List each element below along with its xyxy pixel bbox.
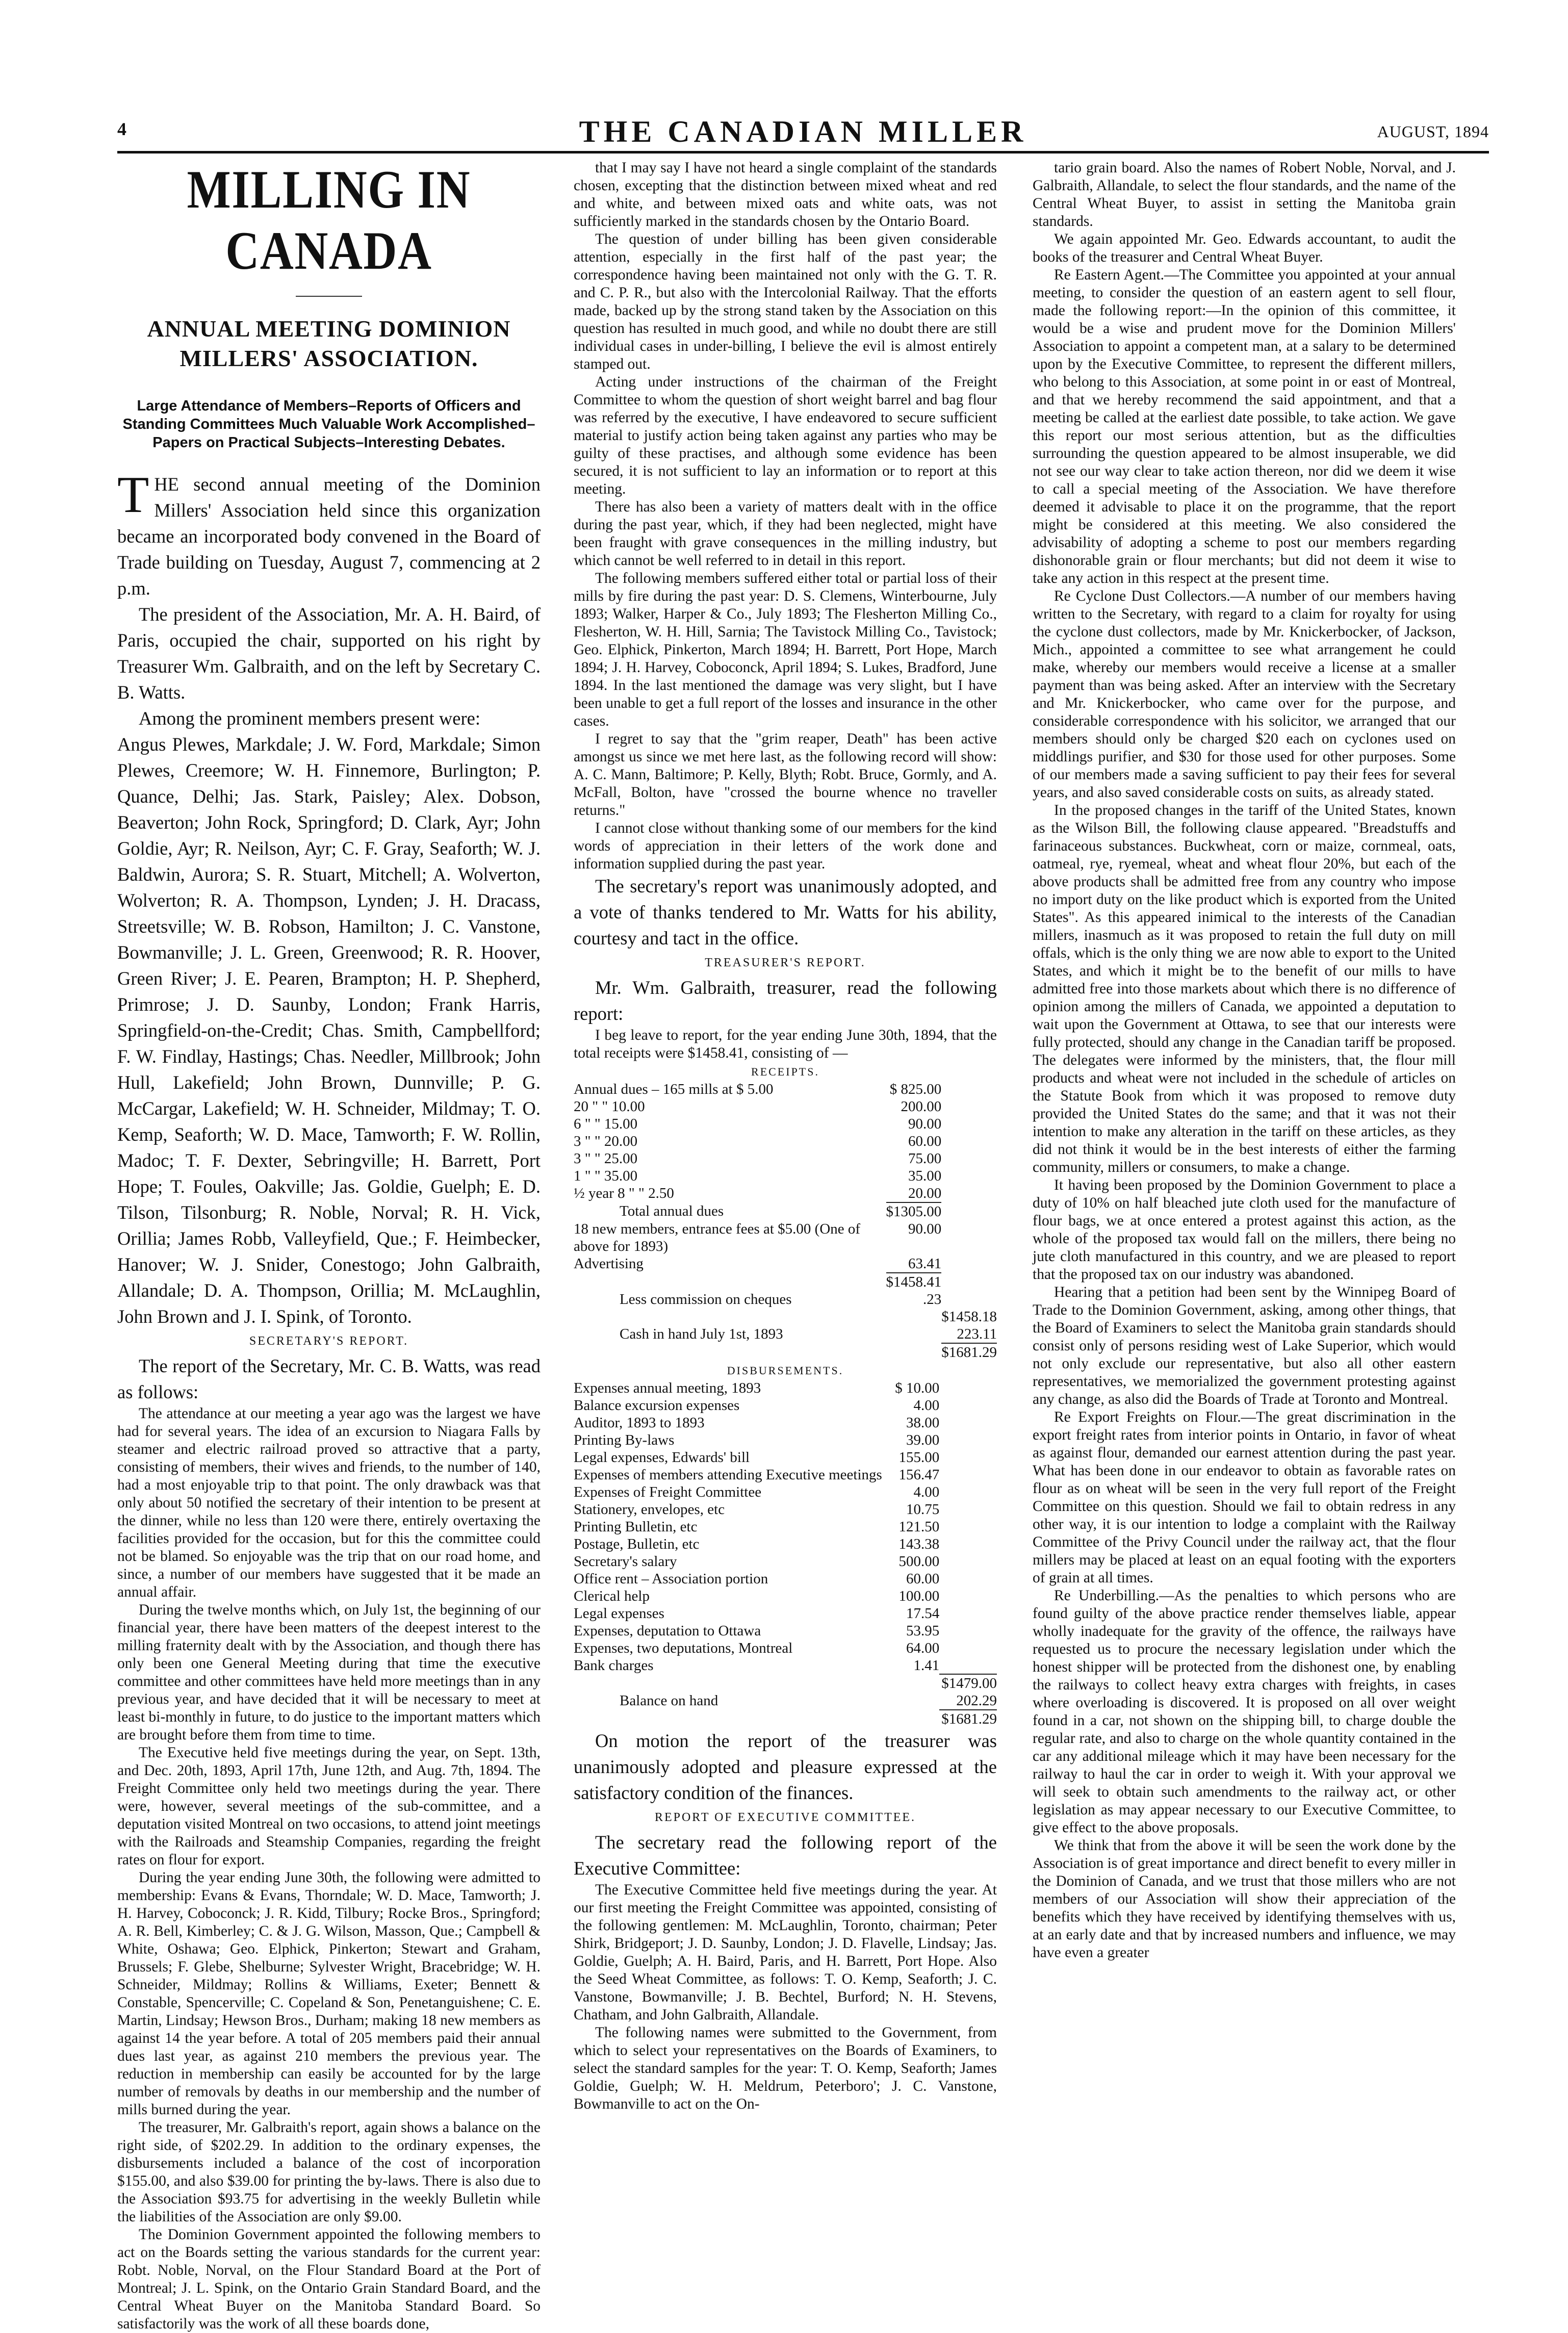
paragraph: The treasurer, Mr. Galbraith's report, again shows a balance on the right side, of $202.29. In addition to the ordinary expenses, the disbursements included a balance of the cost of incorporation $155.00, and also $39.00 for printing the by-laws. There is also due to the Association $93.75 for advertising in the weekly Bulletin while the liabilities of the Association are only $9.00. (117, 2119, 541, 2225)
row-label: 6 " " 15.00 (574, 1116, 638, 1132)
intro-paragraph (117, 466, 541, 601)
row-spacer (939, 1605, 997, 1622)
row-spacer (941, 1150, 997, 1167)
row-amount: 156.47 (898, 1467, 940, 1483)
table-row (574, 1710, 997, 1728)
row-spacer (939, 1431, 997, 1449)
paragraph: tario grain board. Also the names of Robert Noble, Norval, and J. Galbraith, Allandale, to select the flour standards, and the name of the Central Wheat Buyer, to assist in setting the Manitoba grain standards. (1033, 160, 1456, 229)
table-row (574, 1553, 997, 1570)
row-label: Office rent – Association portion (574, 1571, 768, 1587)
row-amount: 4.00 (913, 1484, 940, 1500)
intro-text: HE second annual meeting of the Dominion Millers' Association held since this organization became an incorporated body convened in the Board of Trade building on Tuesday, August 7, commencing at 2 p.m. (117, 474, 541, 599)
row-amount: 39.00 (906, 1432, 940, 1448)
members-list: Angus Plewes, Markdale; J. W. Ford, Markdale; Simon Plewes, Creemore; W. H. Finnemore, Burlington; P. Quance, Delhi; Jas. Stark, Paisley; Alex. Dobson, Beaverton; John Rock, Springford; D. Clark, Ayr; John Goldie, Ayr; R. Neilson, Ayr; C. F. Gray, Seaforth; W. J. Baldwin, Aurora; S. R. Stuart, Mitchell; A. Wolverton, Wolverton; R. A. Thompson, Lynden; J. H. Dracass, Streetsville; W. B. Robson, Hamilton; J. C. Vanstone, Bowmanville; J. L. Green, Greenwood; R. R. Hoover, Green River; J. E. Pearen, Brampton; H. P. Shepherd, Primrose; J. D. Saunby, London; Frank Harris, Springfield-on-the-Credit; Chas. Smith, Campbellford; F. W. Findlay, Hastings; Chas. Needler, Millbrook; John Hull, Lakefield; John Brown, Dunnville; P. G. McCargar, Lakefield; W. H. Schneider, Mildmay; T. O. Kemp, Seaforth; W. D. Mace, Tamworth; F. W. Rollin, Madoc; T. F. Dexter, Sebringville; H. Barrett, Port Hope; T. Foules, Oakville; Jas. Goldie, Guelph; E. D. Tilson, Tilsonburg; R. Noble, Norval; R. H. Vick, Orillia; James Robb, Valleyfield, Que.; F. Heimbecker, Hanover; W. J. Snider, Conestogo; John Galbraith, Allandale; D. A. Thompson, Orillia; M. McLaughlin, John Brown and J. I. Spink, of Toronto. (117, 734, 541, 1327)
row-amount: 35.00 (908, 1168, 942, 1184)
paragraph: Re Eastern Agent.—The Committee you appointed at your annual meeting, to consider the question of an eastern agent to sell flour, made the following report:—In the opinion of this committee, it would be a wise and prudent move for the Dominion Millers' Association to appoint a competent man, at a salary to be determined upon by the Executive Committee, to represent the different millers, who belong to this Association, at some point in or east of Montreal, and that we hereby recommend the said appointment, and that a meeting be called at the earliest date possible, to take action. We gave this report our most serious attention, but as the difficulties surrounding the question appeared to be almost insuperable, we did not see our way clear to take action thereon, nor did we deem it wise to call a special meeting of the Association. We have therefore deemed it advisable to place it on the programme, that the report might be considered at this meeting. We also considered the advisability of adopting a scheme to post our members regarding dishonorable grain or flour merchants; but did not deem it wise to take any action in this respect at the present time. (1033, 267, 1456, 586)
column-1 (117, 159, 541, 2332)
paragraph: Re Cyclone Dust Collectors.—A number of our members having written to the Secretary, with regard to a claim for royalty for using the cyclone dust collectors, made by Mr. Knickerbocker, of Jackson, Mich., appointed a committee to see what arrangement he could make, whereby our members would receive a license at a smaller payment than was being asked. After an interview with the Secretary and Mr. Knickerbocker, who came over for the purpose, and considerable correspondence with his solicitor, we arranged that our members should only be charged $20 each on cyclones used on middlings purifier, and $30 for those used for other purposes. Some of our members made a saving sufficient to pay their fees for several years, and also saved considerable costs on suits, as already stated. (1033, 588, 1456, 801)
row-spacer (941, 1167, 997, 1185)
row-spacer (939, 1553, 997, 1570)
table-row (574, 1081, 997, 1098)
row-spacer (941, 1185, 997, 1202)
row-label: Printing Bulletin, etc (574, 1519, 698, 1535)
headline: MILLING IN CANADA (187, 160, 471, 280)
cash-label: Cash in hand July 1st, 1893 (620, 1326, 783, 1342)
row-spacer (939, 1518, 997, 1535)
paragraph: I regret to say that the "grim reaper, Death" has been active amongst us since we met here last, as the following record will show: A. C. Mann, Baltimore; P. Kelly, Blyth; Robt. Bruce, Gormly, and A. McFall, Bolton, have "crossed the bourne whence no traveller returns." (574, 731, 997, 818)
table-row (574, 1518, 997, 1535)
row-amount: 4.00 (913, 1397, 940, 1414)
drop-cap: T (117, 466, 149, 524)
receipts-heading: RECEIPTS. (751, 1065, 819, 1078)
row-amount: 64.00 (906, 1640, 940, 1656)
row-spacer (941, 1098, 997, 1115)
paragraph: Re Underbilling.—As the penalties to which persons who are found guilty of the above practice render themselves liable, appear wholly inadequate for the gravity of the offence, the railways have requested us to procure the necessary legislation under which the honest shipper will be protected from the dishonest one, by enabling the railways to collect heavy extra charges with freights, in cases where overloading is discovered. It is proposed on all over weight found in a car, not shown on the shipping bill, to charge double the regular rate, and also to charge on the whole quantity contained in the car any additional mileage which it may have been necessary for the railway to haul the car in order to weigh it. With your approval we will seek to obtain such amendments to the railway act, or other legislation as may appear necessary to our Executive Committee, to give effect to the above proposals. (1033, 1587, 1456, 1836)
balance-amount: 202.29 (956, 1693, 997, 1709)
treasurer-intro: Mr. Wm. Galbraith, treasurer, read the following report: (574, 977, 997, 1024)
table-row (574, 1605, 997, 1622)
row-amount: 10.75 (906, 1501, 940, 1518)
row-label: Postage, Bulletin, etc (574, 1536, 700, 1552)
table-row (574, 1167, 997, 1185)
row-amount: 75.00 (908, 1150, 942, 1167)
table-row (574, 1570, 997, 1587)
row-label: 3 " " 25.00 (574, 1150, 638, 1167)
row-label: Legal expenses, Edwards' bill (574, 1449, 750, 1466)
executive-intro: The secretary read the following report of the Executive Committee: (574, 1832, 997, 1879)
row-amount: 500.00 (898, 1553, 940, 1570)
president-paragraph: The president of the Association, Mr. A. H. Baird, of Paris, occupied the chair, supported on his right by Treasurer Wm. Galbraith, and on the left by Secretary C. B. Watts. (117, 604, 541, 703)
row-label: Balance excursion expenses (574, 1397, 740, 1414)
row-amount: $ 10.00 (895, 1380, 940, 1396)
table-row (574, 1483, 997, 1501)
paragraph: It having been proposed by the Dominion Government to place a duty of 10% on half bleached jute cloth used for the manufacture of flour bags, we at once entered a protest against this action, as the whole of the proposed tax would fall on the millers, there being no jute cloth manufactured in this country, and we are pleased to report that the proposed tax on our industry was abandoned. (1033, 1177, 1456, 1283)
table-row (574, 1397, 997, 1414)
row-label: 1 " " 35.00 (574, 1168, 638, 1184)
table-row (574, 1185, 997, 1202)
paragraph: During the year ending June 30th, the following were admitted to membership: Evans & Evans, Thorndale; W. D. Mace, Tamworth; J. H. Harvey, Coboconck; J. R. Kidd, Tilbury; Rocke Bros., Springford; A. R. Bell, Kimberley; C. & J. G. Wilson, Masson, Que.; Campbell & White, Oshawa; Geo. Elphick, Pinkerton; Stewart and Graham, Brussels; F. Glebe, Shelburne; Sylvester Wright, Bracebridge; W. H. Schneider, Mildmay; Rollins & Williams, Exeter; Bennett & Constable, Spencerville; C. Copeland & Son, Penetanguishene; C. E. Martin, Lindsay; Hewson Bros., Durham; making 18 new members as against 14 the year before. A total of 205 members paid their annual dues last year, as against 210 members the previous year. The reduction in membership can easily be accounted for by the large number of removals by deaths in our membership and the number of mills burned during the year. (117, 1869, 541, 2118)
new-members-amount: 90.00 (908, 1221, 942, 1237)
row-amount: 143.38 (898, 1536, 940, 1552)
treasurer-adopted-paragraph: On motion the report of the treasurer was unanimously adopted and pleasure expressed at the satisfactory condition of the finances. (574, 1730, 997, 1803)
paragraph: The Executive Committee held five meetings during the year. At our first meeting the Freight Committee was appointed, consisting of the following gentlemen: M. McLaughlin, Toronto, chairman; Peter Shirk, Bridgeport; J. D. Saunby, London; J. D. Flavelle, Lindsay; Jas. Goldie, Guelph; A. H. Baird, Paris, and H. Barrett, Port Hope. Also the Seed Wheat Committee, as follows: T. O. Kemp, Seaforth; J. C. Vanstone, Bowmanville; J. B. Bechtel, Burford; N. H. Stevens, Chatham, and John Galbraith, Allandale. (574, 1882, 997, 2023)
row-spacer (939, 1379, 997, 1397)
row-label: Expenses of Freight Committee (574, 1484, 762, 1500)
paragraph: The attendance at our meeting a year ago was the largest we have had for several years. The idea of an excursion to Niagara Falls by steamer and electric railroad proved so attractive that a party, consisting of members, their wives and friends, to the number of 140, had a most enjoyable trip to that point. The only drawback was that only about 50 notified the secretary of their intention to be present at the dinner, while no less than 120 were there, entirely overtaxing the facilities provided for the occasion, but for this the committee could not be blamed. So enjoyable was the trip that on our road home, and since, a number of our members have suggested that it be made an annual affair. (117, 1405, 541, 1600)
row-label: Printing By-laws (574, 1432, 675, 1448)
advertising-label: Advertising (574, 1255, 644, 1272)
disbursements-table (574, 1379, 997, 1728)
column-3 (1033, 159, 1456, 2092)
row-label: ½ year 8 " " 2.50 (574, 1185, 674, 1201)
table-row (574, 1379, 997, 1397)
secretary-report-heading: SECRETARY'S REPORT. (249, 1335, 409, 1348)
treasurer-letter: I beg leave to report, for the year ending June 30th, 1894, that the total receipts were $1458.41, consisting of — (574, 1027, 997, 1061)
row-label: Auditor, 1893 to 1893 (574, 1415, 705, 1431)
paragraph: In the proposed changes in the tariff of the United States, known as the Wilson Bill, the following clause appeared. "Breadstuffs and farinaceous substances. Buckwheat, corn or maize, cornmeal, oats, oatmeal, rye, ryemeal, wheat and wheat flour 20%, but each of the above products shall be admitted free from any country who impose no import duty on the like product which is exported from the United States". As this appeared inimical to the interests of the Canadian millers, inasmuch as it was proposed to retain the full duty on mill offals, which is the only thing we are now able to export to the United States, and which it might be to the benefit of our mills to have admitted free into those markets about which there is no difference of opinion among the millers of Canada, we appointed a deputation to wait upon the Government at Ottawa, to see that our interests were fully protected, should any change in the Canadian tariff be proposed. The delegates were informed by the ministers, that, the flour mill products and wheat were not included in the schedule of articles on the Statute Book from which it was proposed to remove duty provided the United States do the same; and that it was not their intention to make any alteration in the tariff on these articles, as they did not think it would be in the best interests of either the farming community, millers or consumers, to make a change. (1033, 802, 1456, 1175)
row-spacer (939, 1501, 997, 1518)
commission-label: Less commission on cheques (620, 1291, 792, 1307)
table-row (574, 1150, 997, 1167)
executive-report-heading: REPORT OF EXECUTIVE COMMITTEE. (654, 1811, 916, 1824)
net-receipts: $1458.18 (941, 1309, 997, 1325)
row-amount: 60.00 (908, 1133, 942, 1149)
paragraph: We think that from the above it will be seen the work done by the Association is of great importance and direct benefit to every miller in the Dominion of Canada, and we trust that those millers who are not members of our Association will show their appreciation of the benefits which they have received by identifying themselves with us, at an early date and that by increased numbers and influence, we may have even a greater (1033, 1837, 1456, 1961)
disbursements-total: $1479.00 (939, 1674, 997, 1692)
paragraph: I cannot close without thanking some of our members for the kind words of appreciation in their letters of the work done and information supplied during the past year. (574, 820, 997, 872)
row-amount: 60.00 (906, 1571, 940, 1587)
issue-date: AUGUST, 1894 (1377, 122, 1489, 141)
table-row (574, 1535, 997, 1553)
row-spacer (941, 1133, 997, 1150)
row-label: Legal expenses (574, 1605, 664, 1622)
advertising-amount: 63.41 (908, 1255, 942, 1272)
secretary-report-continued (574, 159, 997, 873)
row-amount: 53.95 (906, 1623, 940, 1639)
disbursements-heading: DISBURSEMENTS. (727, 1364, 844, 1377)
paragraph: The following members suffered either total or partial loss of their mills by fire during the past year: D. S. Clemens, Winterbourne, July 1893; Walker, Harper & Co., July 1893; The Flesherton Milling Co., Flesherton, W. H. Hill, Sarnia; The Tavistock Milling Co., Tavistock; Geo. Elphick, Pinkerton, March 1894; H. Barrett, Port Hope, March 1894; J. H. Harvey, Coboconck, April 1894; S. Lukes, Bradford, June 1894. In the last mentioned the damage was very slight, but I have been unable to get a full report of the losses and insurance in the other cases. (574, 570, 997, 729)
table-row (574, 1501, 997, 1518)
row-amount: 100.00 (898, 1588, 940, 1604)
table-row (574, 1431, 997, 1449)
paragraph: Hearing that a petition had been sent by the Winnipeg Board of Trade to the Dominion Government, asking, among other things, that the Board of Examiners to select the Manitoba grain standards should consist only of persons residing west of Lake Superior, which would not only exclude our representative, but also all other eastern representatives, we memorialized the government protesting against any change, as also did the Boards of Trade at Toronto and Montreal. (1033, 1284, 1456, 1407)
paragraph: The Dominion Government appointed the following members to act on the Boards setting the various standards for the current year: Robt. Noble, Norval, on the Flour Standard Board at the Port of Montreal; J. L. Spink, on the Ontario Grain Standard Board, and the Central Wheat Buyer on the Manitoba Standard Board. So satisfactorily was the work of all these boards done, (117, 2226, 541, 2332)
executive-report-body (574, 1881, 997, 2113)
table-row (574, 1414, 997, 1431)
paragraph: The question of under billing has been given considerable attention, especially in the first half of the past year; the correspondence having been maintained not only with the G. T. R. and C. P. R., but also with the Intercolonial Railway. That the efforts made, backed up by the strong stand taken by the Association on this question has resulted in much good, and while no doubt there are still individual cases in under-billing, I believe the evil is almost entirely stamped out. (574, 231, 997, 372)
table-row (574, 1115, 997, 1133)
paragraph: We again appointed Mr. Geo. Edwards accountant, to audit the books of the treasurer and Central Wheat Buyer. (1033, 231, 1456, 265)
row-spacer (939, 1570, 997, 1587)
treasurer-report-heading: TREASURER'S REPORT. (705, 956, 866, 969)
row-label: Expenses, deputation to Ottawa (574, 1623, 761, 1639)
secretary-report-body (117, 1405, 541, 2333)
total-dues-label: Total annual dues (620, 1203, 724, 1219)
row-amount: 1.41 (913, 1657, 940, 1674)
row-spacer (939, 1414, 997, 1431)
row-amount: 38.00 (906, 1415, 940, 1431)
executive-report-continued (1033, 159, 1456, 1962)
row-spacer (939, 1535, 997, 1553)
paragraph: that I may say I have not heard a single complaint of the standards chosen, excepting that the distinction between mixed wheat and red and white, and between mixed oats and white oats, was not sufficiently marked in the standards chosen by the Ontario Board. (574, 160, 997, 229)
table-row (574, 1657, 997, 1674)
row-spacer (941, 1115, 997, 1133)
secretary-adopted-paragraph: The secretary's report was unanimously adopted, and a vote of thanks tendered to Mr. Watts for his ability, courtesy and tact in the office. (574, 876, 997, 948)
table-row (574, 1291, 997, 1308)
row-label: Expenses annual meeting, 1893 (574, 1380, 761, 1396)
paragraph: During the twelve months which, on July 1st, the beginning of our financial year, there have been matters of the deepest interest to the milling fraternity dealt with by the Association, and though there has only been one General Meeting during that time the executive committee and other committees have held more meetings than in any previous year, and have decided that it will be necessary to meet at least bi-monthly in future, to do justice to the important matters which are brought before them from time to time. (117, 1602, 541, 1743)
table-row (574, 1587, 997, 1605)
table-row (574, 1639, 997, 1657)
paragraph: Acting under instructions of the chairman of the Freight Committee to whom the question of short weight barrel and bag flour was referred by the executive, I have endeavored to secure sufficient material to justify action being taken against any parties who may be guilty of these practises, and although some evidence has been secured, it is not sufficient to lay an information or to report at this meeting. (574, 374, 997, 497)
row-amount: 121.50 (898, 1519, 940, 1535)
row-amount: $ 825.00 (889, 1081, 942, 1097)
header-rule (117, 151, 1489, 153)
paragraph: There has also been a variety of matters dealt with in the office during the past year, which, if they had been neglected, might have been fraught with grave consequences in the milling industry, but which cannot be well referred to in detail in this report. (574, 499, 997, 569)
table-row (574, 1692, 997, 1710)
publication-title: THE CANADIAN MILLER (579, 115, 1027, 148)
table-row (574, 1220, 997, 1255)
table-row (574, 1098, 997, 1115)
table-row (574, 1133, 997, 1150)
row-spacer (939, 1483, 997, 1501)
row-label: 20 " " 10.00 (574, 1098, 645, 1115)
paragraph: The following names were submitted to the Government, from which to select your representatives on the Boards of Examiners, to select the standard samples for the year: T. O. Kemp, Seaforth; James Goldie, Guelph; W. H. Meldrum, Peterboro'; J. C. Vanstone, Bowmanville to act on the On- (574, 2024, 997, 2112)
row-label: Stationery, envelopes, etc (574, 1501, 725, 1518)
page-header (117, 116, 1489, 147)
row-spacer (939, 1639, 997, 1657)
row-label: Annual dues – 165 mills at $ 5.00 (574, 1081, 774, 1097)
commission-amount: .23 (923, 1291, 942, 1307)
receipts-table (574, 1081, 997, 1361)
row-spacer (941, 1081, 997, 1098)
disbursements-grand-total: $1681.29 (939, 1710, 997, 1728)
row-label: Secretary's salary (574, 1553, 677, 1570)
column-2 (574, 159, 997, 2112)
table-row (574, 1622, 997, 1639)
table-row (574, 1466, 997, 1483)
deck: Large Attendance of Members–Reports of Officers and Standing Committees Much Valuable Work Accomplished–Papers on Practical Subjects–Interesting Debates. (122, 398, 535, 451)
table-row (574, 1273, 997, 1291)
balance-label: Balance on hand (620, 1693, 718, 1709)
page-number: 4 (117, 119, 126, 139)
table-row (574, 1449, 997, 1466)
row-amount: 20.00 (908, 1185, 942, 1201)
row-label: 3 " " 20.00 (574, 1133, 638, 1149)
paragraph: Re Export Freights on Flour.—The great discrimination in the export freight rates from interior points in Ontario, in favor of wheat as against flour, demanded our earnest attention during the past year. What has been done in our endeavor to obtain as favorable rates on flour as on wheat will be seen in the very full report of the Freight Committee on this question. Should we fail to obtain redress in any other way, it is our intention to lodge a complaint with the Railway Committee of the Privy Council under the railway act, that the flour millers may be placed at least on an equal footing with the exporters of grain at all times. (1033, 1409, 1456, 1586)
table-row (574, 1343, 997, 1361)
subheadline: ANNUAL MEETING DOMINION MILLERS' ASSOCIATION. (147, 316, 511, 371)
table-row (574, 1674, 997, 1692)
row-label: Expenses, two deputations, Montreal (574, 1640, 793, 1656)
table-row (574, 1325, 997, 1343)
row-spacer (939, 1587, 997, 1605)
row-label: Bank charges (574, 1657, 654, 1674)
row-amount: 155.00 (898, 1449, 940, 1466)
secretary-intro: The report of the Secretary, Mr. C. B. Watts, was read as follows: (117, 1355, 541, 1402)
row-spacer (939, 1466, 997, 1483)
receipts-grand-total: $1681.29 (941, 1344, 997, 1361)
row-amount: 200.00 (901, 1098, 942, 1115)
headline-divider (296, 296, 362, 297)
row-spacer (939, 1657, 997, 1674)
row-label: Clerical help (574, 1588, 650, 1604)
table-row (574, 1202, 997, 1220)
row-spacer (939, 1622, 997, 1639)
paragraph: The Executive held five meetings during the year, on Sept. 13th, and Dec. 20th, 1893, April 17th, June 12th, and Aug. 7th, 1894. The Freight Committee only held two meetings during the year. There were, however, several meetings of the sub-committee, and a deputation visited Montreal on two occasions, to attend joint meetings with the Railroads and Steamship Companies, regarding the freight rates on flour for export. (117, 1745, 541, 1868)
new-members-label: 18 new members, entrance fees at $5.00 (One of above for 1893) (574, 1221, 861, 1254)
cash-amount: 223.11 (957, 1326, 997, 1342)
table-row (574, 1255, 997, 1273)
members-intro: Among the prominent members present were: (139, 708, 480, 729)
total-dues-amount: $1305.00 (886, 1203, 942, 1220)
row-label: Expenses of members attending Executive meetings (574, 1467, 882, 1483)
table-row (574, 1308, 997, 1325)
receipts-total: $1458.41 (886, 1274, 942, 1290)
row-amount: 17.54 (906, 1605, 940, 1622)
row-spacer (939, 1449, 997, 1466)
row-amount: 90.00 (908, 1116, 942, 1132)
row-spacer (939, 1397, 997, 1414)
